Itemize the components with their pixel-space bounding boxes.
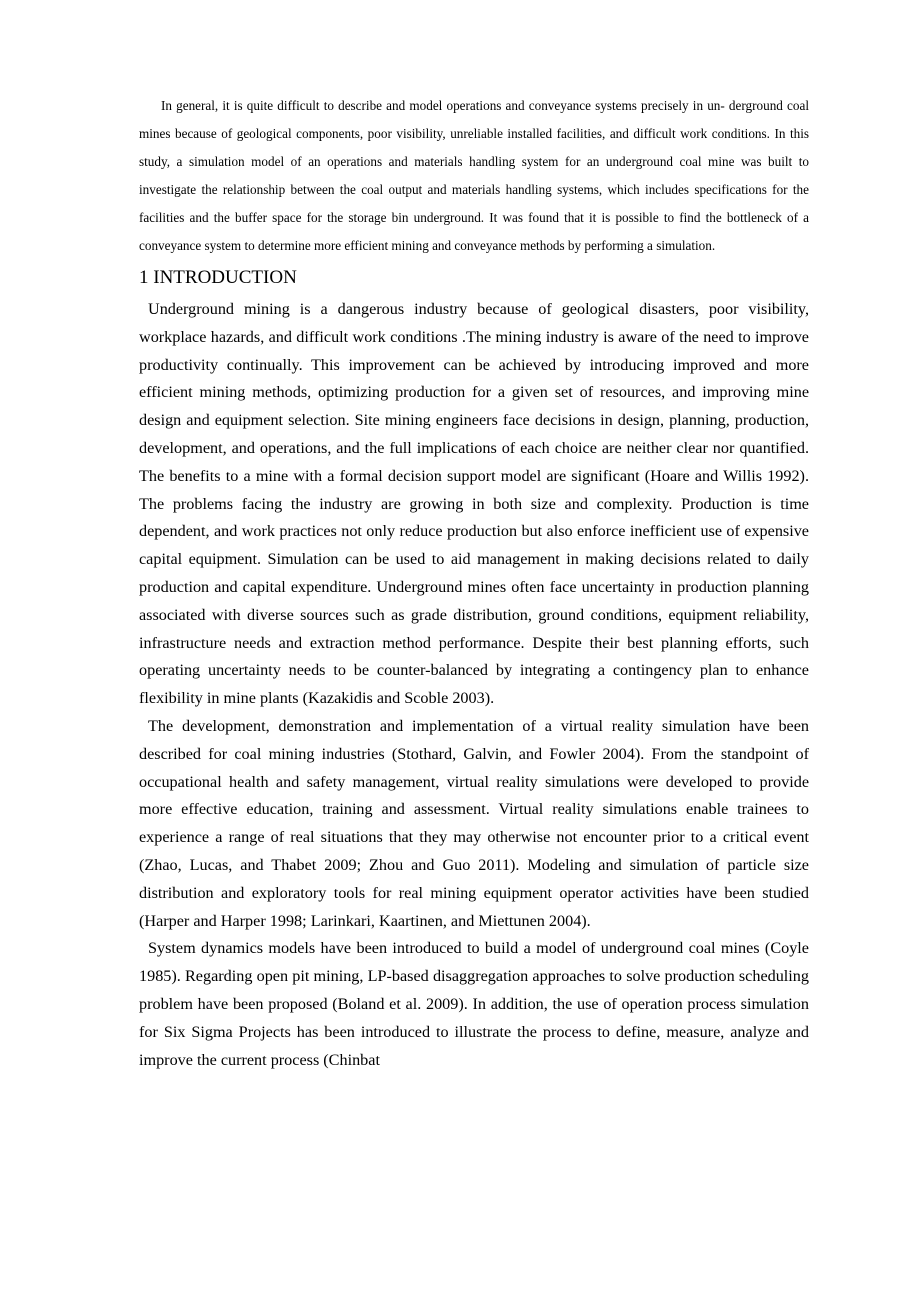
section-heading: 1 INTRODUCTION bbox=[139, 267, 297, 288]
abstract-paragraph: In general, it is quite difficult to describe and model operations and conveyance systems precisely in un- derground coal mines because of geological components, poor visibility, unreliable installed facilities, and difficult work conditions. In this study, a simulation model of an operations and materials handling system for an underground coal mine was built to investigate the relationship between the coal output and materials handling systems, which includes specifications for the facilities and the buffer space for the storage bin underground. It was found that it is possible to find the bottleneck of a conveyance system to determine more efficient mining and conveyance methods by performing a simulation. bbox=[139, 98, 809, 253]
intro-paragraph-3: System dynamics models have been introduced to build a model of underground coal mines (Coyle 1985). Regarding open pit mining, LP-based disaggregation approaches to solve production scheduling problem have been proposed (Boland et al. 2009). In addition, the use of operation process simulation for Six Sigma Projects has been introduced to illustrate the process to define, measure, analyze and improve the current process (Chinbat bbox=[139, 939, 809, 1069]
intro-paragraph-1: Underground mining is a dangerous industry because of geological disasters, poor visibility, workplace hazards, and difficult work conditions .The mining industry is aware of the need to improve productivity continually. This improvement can be achieved by introducing improved and more efficient mining methods, optimizing production for a given set of resources, and improving mine design and equipment selection. Site mining engineers face decisions in design, planning, production, development, and operations, and the full implications of each choice are neither clear nor quantified. The benefits to a mine with a formal decision support model are significant (Hoare and Willis 1992). The problems facing the industry are growing in both size and complexity. Production is time dependent, and work practices not only reduce production but also enforce inefficient use of expensive capital equipment. Simulation can be used to aid management in making decisions related to daily production and capital expenditure. Underground mines often face uncertainty in production planning associated with diverse sources such as grade distribution, ground conditions, equipment reliability, infrastructure needs and extraction method performance. Despite their best planning efforts, such operating uncertainty needs to be counter-balanced by integrating a contingency plan to enhance flexibility in mine plants (Kazakidis and Scoble 2003). bbox=[139, 300, 809, 708]
document-page bbox=[139, 92, 809, 1074]
intro-paragraph-2: The development, demonstration and implementation of a virtual reality simulation have been described for coal mining industries (Stothard, Galvin, and Fowler 2004). From the standpoint of occupational health and safety management, virtual reality simulations were developed to provide more effective education, training and assessment. Virtual reality simulations enable trainees to experience a range of real situations that they may otherwise not encounter prior to a critical event (Zhao, Lucas, and Thabet 2009; Zhou and Guo 2011). Modeling and simulation of particle size distribution and exploratory tools for real mining equipment operator activities have been studied (Harper and Harper 1998; Larinkari, Kaartinen, and Miettunen 2004). bbox=[139, 716, 809, 930]
